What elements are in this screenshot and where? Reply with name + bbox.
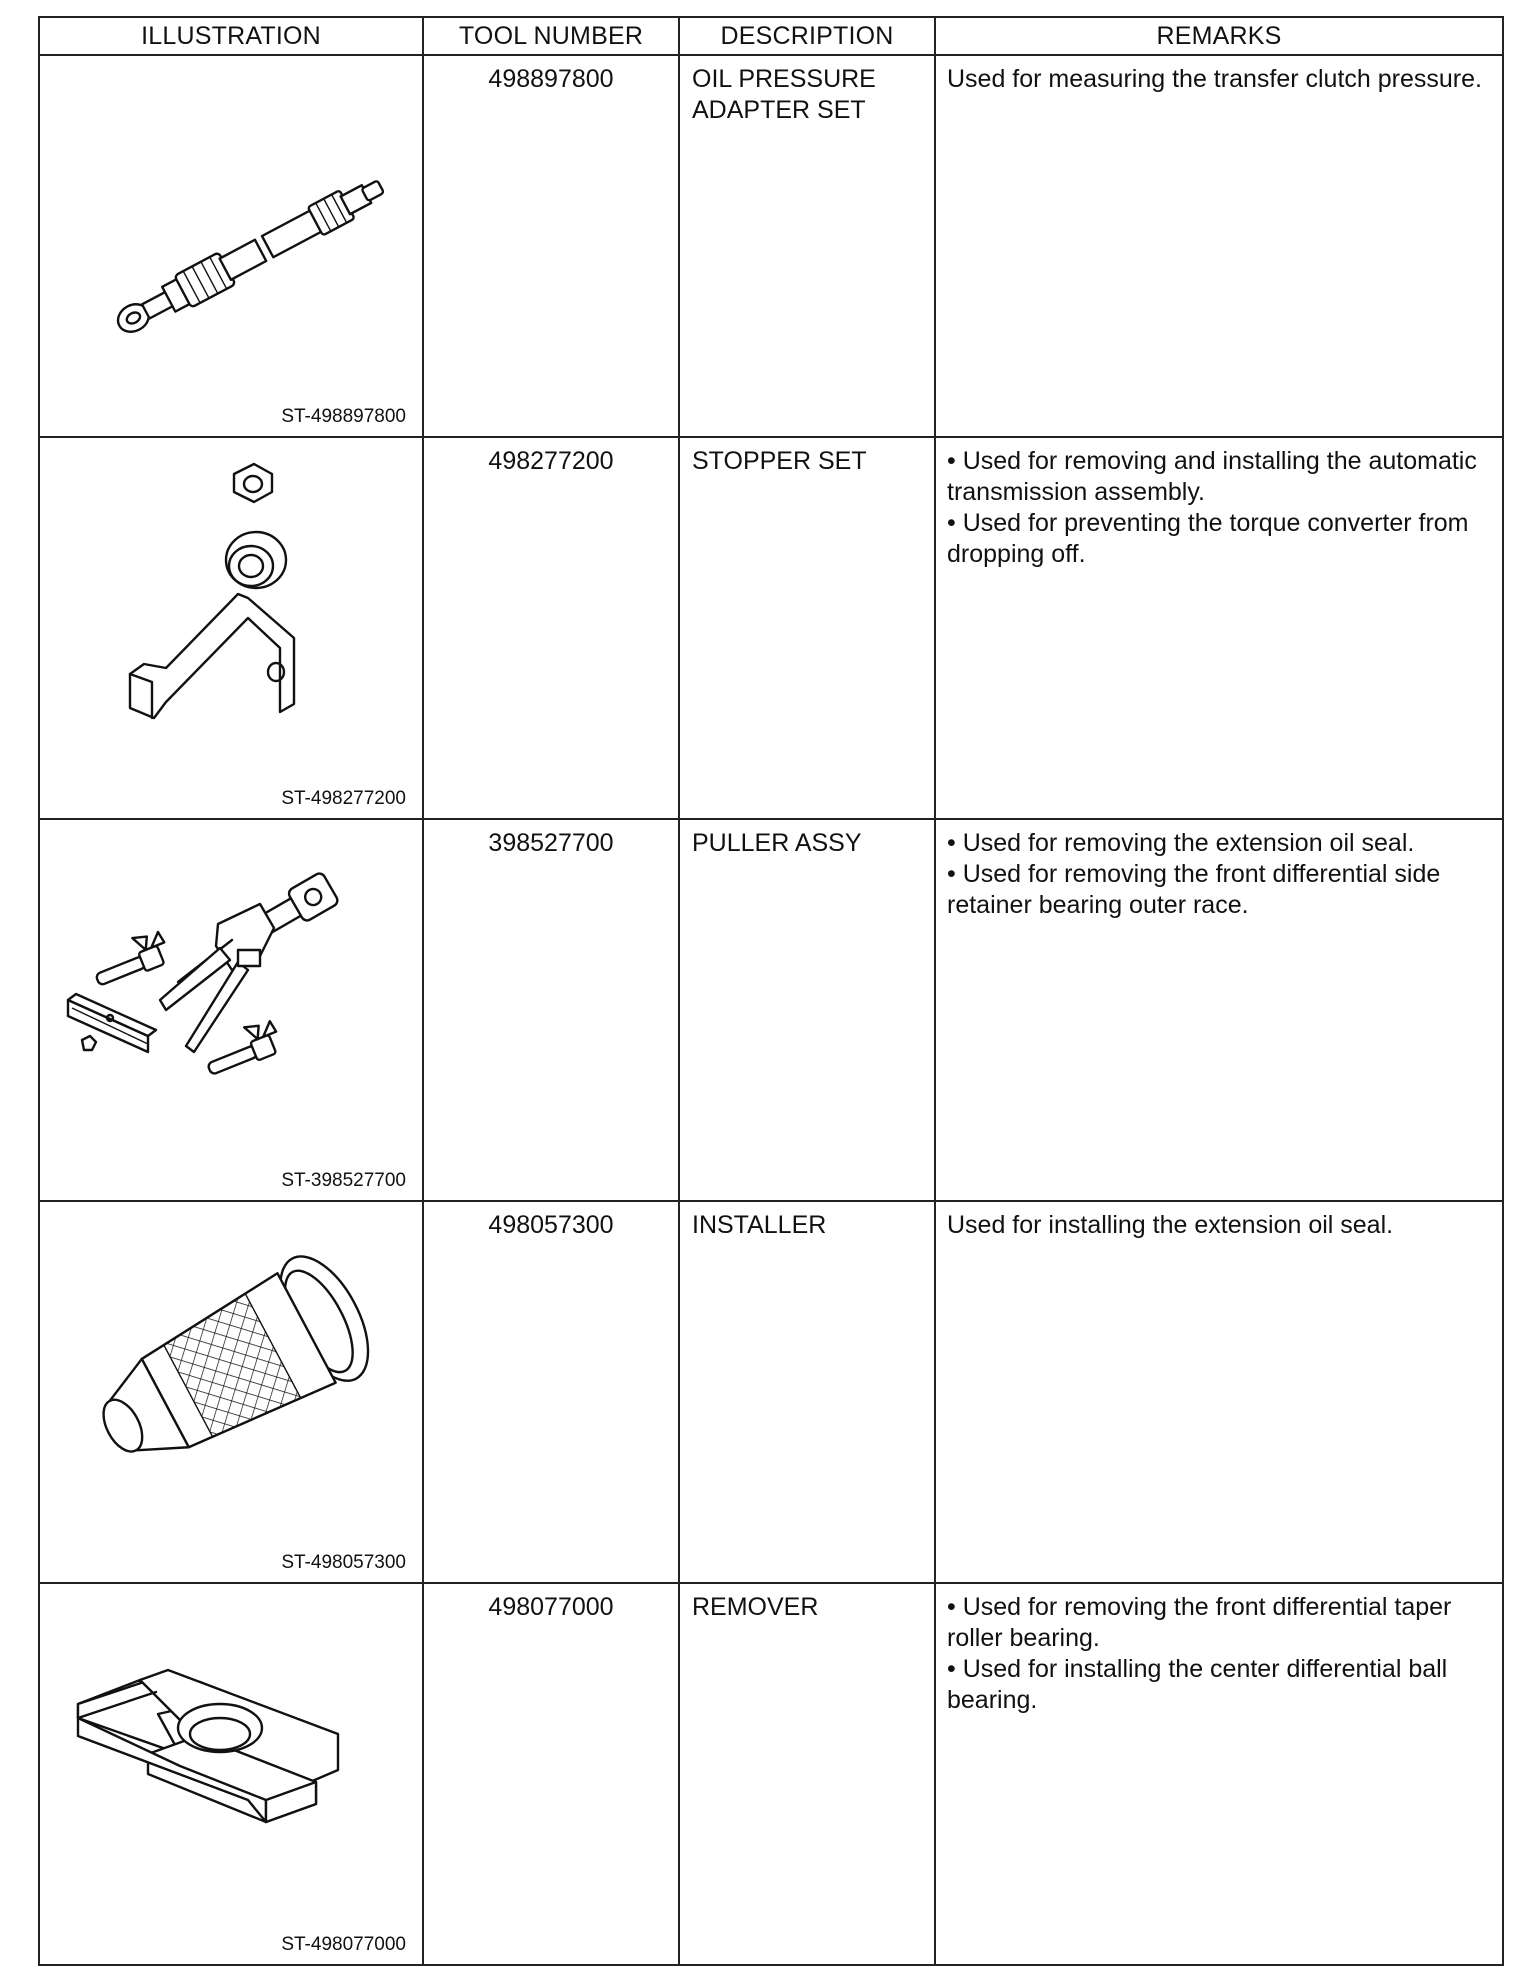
illustration-cell [39, 1201, 423, 1583]
remark-line: • Used for removing the front differential taper roller bearing. [947, 1593, 1452, 1652]
illustration-code: ST-498057300 [281, 1552, 406, 1573]
illustration-cell [39, 55, 423, 437]
description: OIL PRESSURE ADAPTER SET [679, 55, 935, 437]
remark-line: • Used for installing the center differential ball bearing. [947, 1655, 1448, 1714]
special-tools-table [38, 16, 1504, 1966]
remarks [935, 1583, 1503, 1965]
illustration-code: ST-498077000 [281, 1934, 406, 1955]
remark-line: Used for measuring the transfer clutch pressure. [947, 65, 1482, 93]
remark-line: • Used for removing the front differential side retainer bearing outer race. [947, 860, 1441, 919]
remark-line: • Used for preventing the torque converter from dropping off. [947, 509, 1469, 568]
description: STOPPER SET [679, 437, 935, 819]
remark-line: • Used for removing the extension oil seal. [947, 829, 1415, 857]
header-tool-number: TOOL NUMBER [423, 17, 679, 55]
tool-number: 398527700 [423, 819, 679, 1201]
table-row [39, 55, 1503, 437]
table-header-row [39, 17, 1503, 55]
table-row [39, 1583, 1503, 1965]
remover-icon [48, 1594, 416, 1916]
description: PULLER ASSY [679, 819, 935, 1201]
remarks [935, 55, 1503, 437]
table-row [39, 437, 1503, 819]
stopper-set-icon [48, 448, 416, 770]
description: INSTALLER [679, 1201, 935, 1583]
installer-icon [48, 1212, 416, 1534]
illustration-code: ST-398527700 [281, 1170, 406, 1191]
tool-number: 498277200 [423, 437, 679, 819]
header-remarks: REMARKS [935, 17, 1503, 55]
illustration-cell [39, 437, 423, 819]
remark-line: • Used for removing and installing the automatic transmission assembly. [947, 447, 1477, 506]
illustration-code: ST-498277200 [281, 788, 406, 809]
header-description: DESCRIPTION [679, 17, 935, 55]
tool-number: 498057300 [423, 1201, 679, 1583]
tool-number: 498897800 [423, 55, 679, 437]
illustration-cell [39, 819, 423, 1201]
puller-assy-icon [48, 830, 416, 1152]
remark-line: Used for installing the extension oil seal. [947, 1211, 1394, 1239]
tool-number: 498077000 [423, 1583, 679, 1965]
illustration-code: ST-498897800 [281, 406, 406, 427]
remarks [935, 437, 1503, 819]
illustration-cell [39, 1583, 423, 1965]
remarks [935, 1201, 1503, 1583]
description: REMOVER [679, 1583, 935, 1965]
remarks [935, 819, 1503, 1201]
header-illustration: ILLUSTRATION [39, 17, 423, 55]
oil-pressure-adapter-icon [48, 66, 416, 388]
table-row [39, 1201, 1503, 1583]
table-row [39, 819, 1503, 1201]
